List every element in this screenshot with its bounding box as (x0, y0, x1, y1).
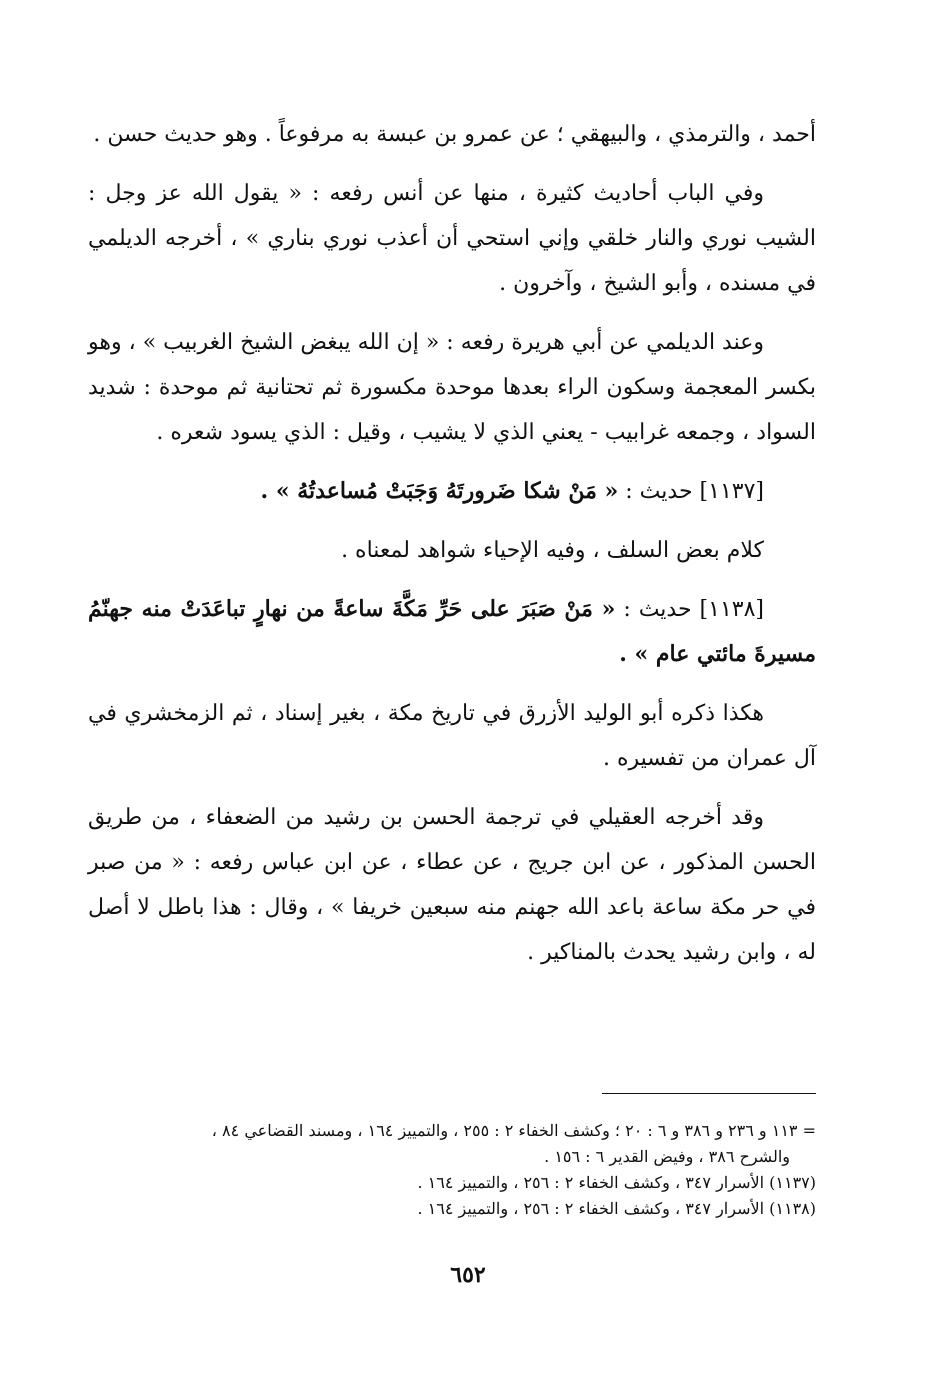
footnote-1138: (١١٣٨) الأسرار ٣٤٧ ، وكشف الخفاء ٢ : ٢٥٦ ، والتمييز ١٦٤ . (417, 1199, 816, 1218)
footnote-separator (602, 1093, 816, 1094)
paragraph-daylami: وعند الديلمي عن أبي هريرة رفعه : « إن الله يبغض الشيخ الغربيب » ، وهو بكسر المعجمة وسكون الراء بعدها موحدة مكسورة ثم تحتانية ثم موحدة : شديد السواد ، وجمعه غرابيب - يعني الذي لا يشيب ، وقيل : الذي يسود شعره . (88, 330, 816, 445)
paragraph-1137-commentary: كلام بعض السلف ، وفيه الإحياء شواهد لمعناه . (341, 538, 764, 563)
page-number: ٦٥٢ (450, 1262, 486, 1288)
paragraph-anas: وفي الباب أحاديث كثيرة ، منها عن أنس رفعه : « يقول الله عز وجل : الشيب نوري والنار خلقي وإني استحي أن أعذب نوري بناري » ، أخرجه الديلمي في مسنده ، وأبو الشيخ ، وآخرون . (88, 181, 816, 296)
paragraph-continuation: أحمد ، والترمذي ، والبيهقي ؛ عن عمرو بن عبسة به مرفوعاً . وهو حديث حسن . (93, 122, 816, 147)
footnote-line: = ١١٣ و ٢٣٦ و ٣٨٦ و ٦ : ٢٠ ؛ وكشف الخفاء ٢ : ٢٥٥ ، والتمييز ١٦٤ ، ومسند القضاعي ٨٤ ، (211, 1121, 816, 1140)
paragraph-uqayli: وقد أخرجه العقيلي في ترجمة الحسن بن رشيد من الضعفاء ، من طريق الحسن المذكور ، عن ابن جريج ، عن عطاء ، عن ابن عباس رفعه : « من صبر في حر مكة ساعة باعد الله جهنم منه سبعين خريفا » ، وقال : هذا باطل لا أصل له ، وابن رشيد يحدث بالمناكير . (88, 805, 816, 965)
hadith-1138-text: « مَنْ صَبَرَ على حَرِّ مَكَّةَ ساعةً من نهارٍ تباعَدَتْ منه جهنّمُ مسيرةَ مائتي عام » . (88, 596, 816, 667)
footnote-1137: (١١٣٧) الأسرار ٣٤٧ ، وكشف الخفاء ٢ : ٢٥٦ ، والتمييز ١٦٤ . (417, 1173, 816, 1192)
hadith-1137-text: « مَنْ شكا ضَرورتَهُ وَجَبَتْ مُساعدتُهُ » . (260, 478, 619, 504)
main-text (88, 112, 816, 989)
paragraph-azraqi: هكذا ذكره أبو الوليد الأزرق في تاريخ مكة ، بغير إسناد ، ثم الزمخشري في آل عمران من تفسيره . (88, 701, 816, 771)
footnotes (88, 1118, 816, 1222)
hadith-1137-number: [١١٣٧] حديث : (625, 479, 764, 504)
hadith-1138 (88, 587, 816, 677)
footnote-line: والشرح ٣٨٦ ، وفيض القدير ٦ : ١٥٦ . (544, 1147, 790, 1166)
hadith-1137 (88, 469, 816, 514)
hadith-1138-number: [١١٣٨] حديث : (623, 597, 764, 622)
